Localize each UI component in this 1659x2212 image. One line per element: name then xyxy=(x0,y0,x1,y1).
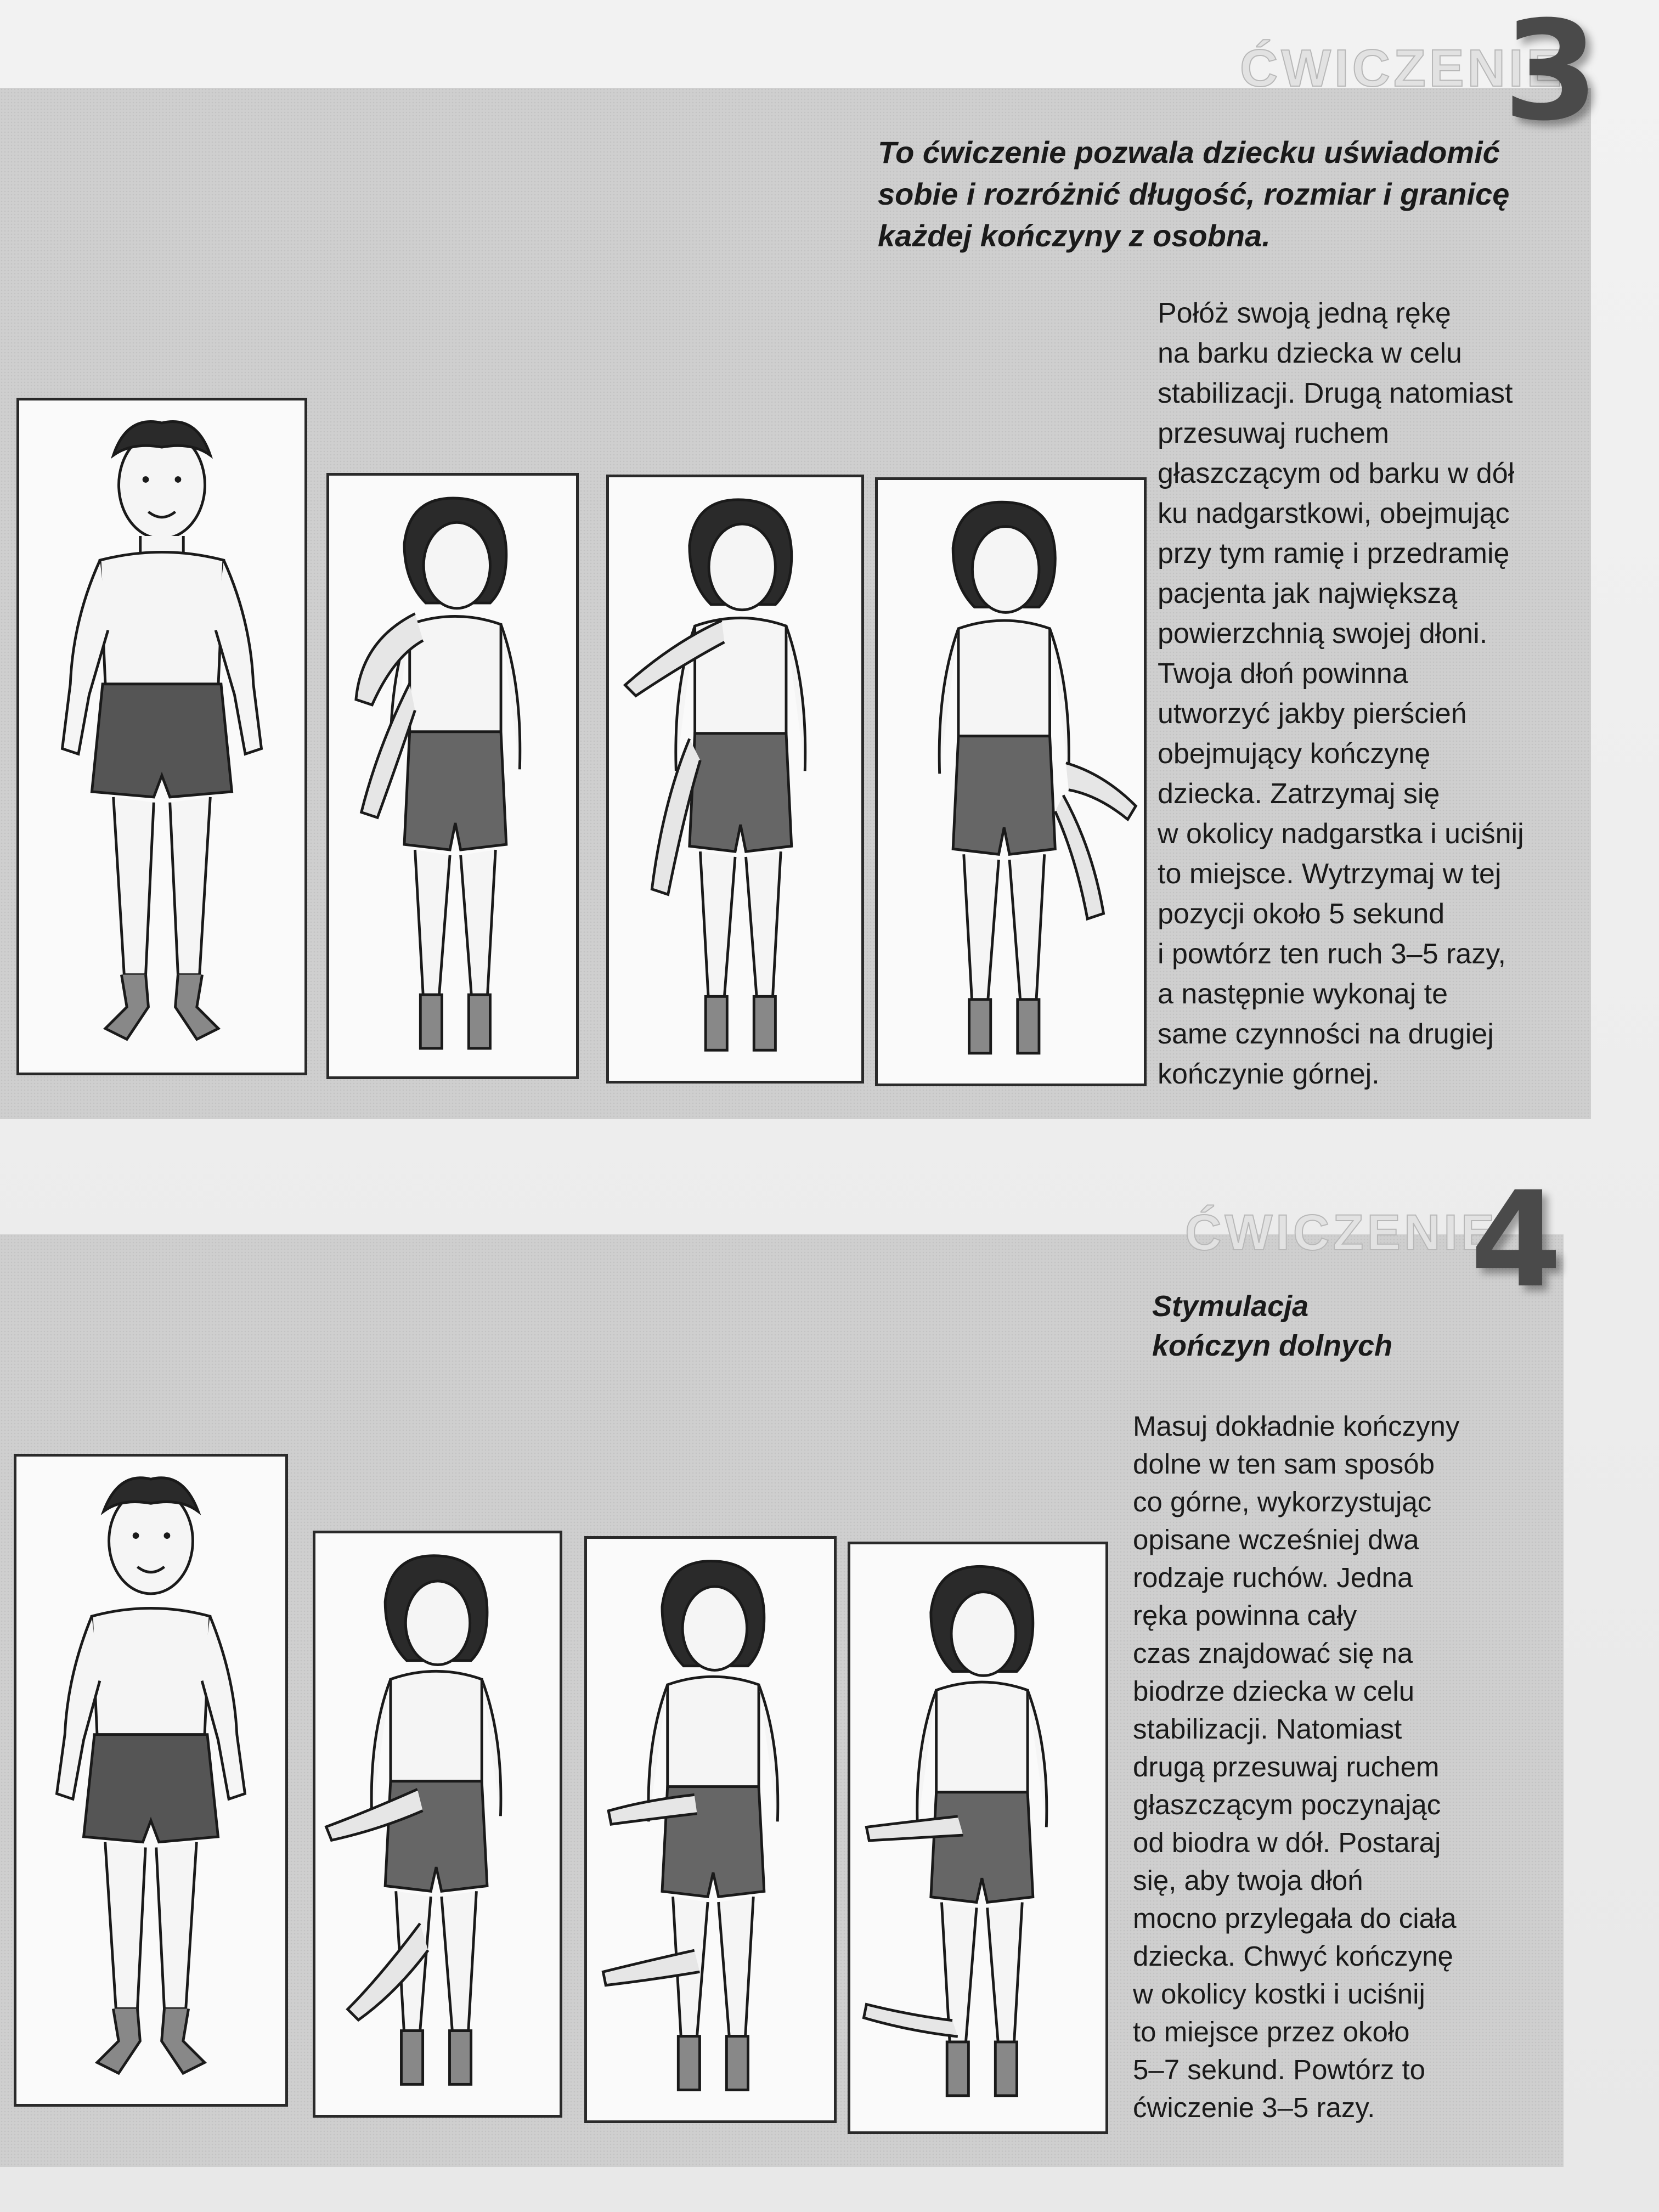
exercise-4-number: 4 xyxy=(1470,1163,1562,1317)
illustration-girl-step-2 xyxy=(606,475,864,1084)
boy-figure-image xyxy=(16,1457,285,2104)
boy-figure-image xyxy=(19,400,304,1073)
exercise-4-instructions: Masuj dokładnie kończyny dolne w ten sam sposób co górne, wykorzystując opisane wcześniej dwa rodzaje ruchów. Jedna ręka powinna cały czas znajdować się na biodrze dziecka w celu stabilizacji. Natomiast drugą przesuwaj ruchem głaszczącym poczynając od biodra w dół. Postaraj się, aby twoja dłoń mocno przylegała do ciała dziecka. Chwyć kończynę w okolicy kostki i uciśnij to miejsce przez około 5–7 sekund. Powtórz to ćwiczenie 3–5 razy. xyxy=(1133,1410,1460,2123)
illustration-girl-leg-step-1 xyxy=(313,1531,562,2118)
illustration-girl-leg-step-2 xyxy=(584,1536,837,2123)
exercise-3-label: ĆWICZENIE xyxy=(1240,39,1565,98)
exercise-4-subtitle: Stymulacja kończyn dolnych xyxy=(1152,1290,1393,1362)
illustration-girl-leg-step-3 xyxy=(848,1542,1108,2134)
exercise-3-instructions: Połóż swoją jedną rękę na barku dziecka w celu stabilizacji. Drugą natomiast przesuwaj ruchem głaszczącym od barku w dół ku nadgarstkowi, obejmując przy tym ramię i przedramię pacjenta jak największą powierzchnią swojej dłoni. Twoja dłoń powinna utworzyć jakby pierścień obejmujący kończynę dziecka. Zatrzymaj się w okolicy nadgarstka i uciśnij to miejsce. Wytrzymaj w tej pozycji około 5 sekund i powtórz ten ruch 3–5 razy, a następnie wykonaj te same czynności na drugiej kończynie górnej. xyxy=(1158,297,1524,1090)
lead-line-2: sobie i rozróżnić długość, rozmiar i granicę xyxy=(878,177,1510,211)
girl-figure-image xyxy=(587,1539,834,2120)
exercise-3-lead xyxy=(878,132,1591,257)
girl-figure-image xyxy=(315,1533,560,2115)
girl-figure-image xyxy=(850,1544,1105,2131)
exercise-3-number: 3 xyxy=(1503,0,1599,151)
girl-figure-image xyxy=(878,480,1144,1084)
exercise-4-label: ĆWICZENIE xyxy=(1185,1205,1498,1261)
lead-line-3: każdej kończyny z osobna. xyxy=(878,218,1271,253)
girl-figure-image xyxy=(329,476,576,1076)
illustration-boy-standing xyxy=(16,398,307,1075)
illustration-boy-standing-2 xyxy=(14,1454,288,2107)
lead-line-1: To ćwiczenie pozwala dziecku uświadomić xyxy=(878,135,1500,170)
girl-figure-image xyxy=(609,477,861,1081)
illustration-girl-step-1 xyxy=(326,473,579,1079)
illustration-girl-step-3 xyxy=(875,477,1147,1086)
